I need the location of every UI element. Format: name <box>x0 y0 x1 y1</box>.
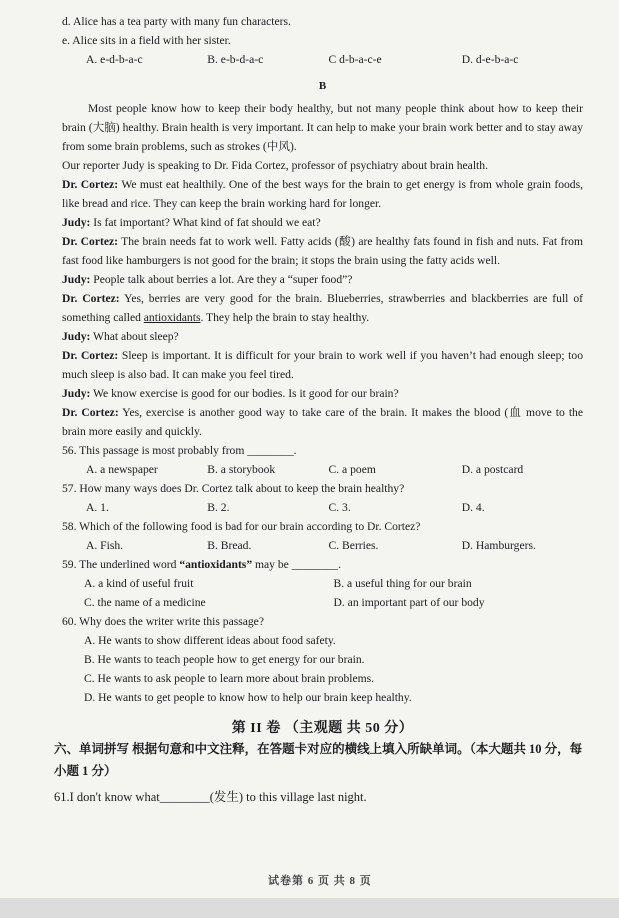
speaker: Dr. Cortez: <box>62 349 119 362</box>
sequence-line-e: e. Alice sits in a field with her sister. <box>62 34 231 47</box>
speech: Yes, berries are very good for the brain. Blueberries, strawberries and blackberries are full of something called <box>62 292 583 324</box>
stem-text: may be ________. <box>252 558 341 571</box>
option-c: C. He wants to ask people to learn more about brain problems. <box>84 672 375 685</box>
speaker: Dr. Cortez: <box>62 235 119 248</box>
option-b: B. 2. <box>207 501 230 514</box>
option-b: B. a useful thing for our brain <box>333 577 472 590</box>
prev-question-options <box>62 50 583 69</box>
option-b: B. a storybook <box>207 463 276 476</box>
question-59-stem <box>62 555 583 574</box>
option-a: A. Fish. <box>86 539 124 552</box>
option-d: D. Hamburgers. <box>461 539 536 552</box>
question-60-stem: 60. Why does the writer write this passage? <box>62 615 264 628</box>
speech: Is fat important? What kind of fat should we eat? <box>90 216 321 229</box>
section-b-title: B <box>318 80 327 92</box>
dialogue-line <box>62 346 583 384</box>
option-a: A. a kind of useful fruit <box>84 577 194 590</box>
page-footer: 试卷第 6 页 共 8 页 <box>268 875 372 887</box>
speech: The brain needs fat to work well. Fatty acids (酸) are healthy fats found in fish and nuts. Fat from fast food like hamburgers is not good for the brain; it stops the brain using the fatty acids well. <box>62 235 583 267</box>
speaker: Judy: <box>62 216 91 229</box>
dialogue-line <box>62 175 583 213</box>
question-61 <box>54 788 583 807</box>
q61-blank: ________ <box>159 790 210 804</box>
dialogue-line <box>62 403 583 441</box>
speech: We know exercise is good for our bodies. Is it good for our brain? <box>90 387 399 400</box>
option-a: A. a newspaper <box>86 463 158 476</box>
passage-intro: Most people know how to keep their body healthy, but not many people think about how to keep their brain (大脑) healthy. Brain health is very important. It can help to make your brain work better and to stay away from some brain problems, such as strokes (中风). <box>62 102 583 153</box>
stem-keyword: “antioxidants” <box>179 558 253 571</box>
dialogue-line <box>62 270 583 289</box>
option-b: B. e-b-d-a-c <box>207 53 264 66</box>
question-59-options-row1 <box>62 574 583 593</box>
question-57-options <box>62 498 583 517</box>
option-a: A. He wants to show different ideas about food safety. <box>84 634 336 647</box>
speech: . They help the brain to stay healthy. <box>200 311 370 324</box>
option-a: A. 1. <box>86 501 109 514</box>
option-d: D. 4. <box>461 501 485 514</box>
speaker: Judy: <box>62 387 91 400</box>
speech: What about sleep? <box>90 330 179 343</box>
option-c: C. 3. <box>328 501 351 514</box>
dialogue-line <box>62 289 583 327</box>
dialogue-line <box>62 384 583 403</box>
speech: Sleep is important. It is difficult for your brain to work well if you haven’t had enough sleep; too much sleep is also bad. It can make you feel tired. <box>62 349 583 381</box>
speaker: Dr. Cortez: <box>62 178 119 191</box>
speaker: Judy: <box>62 330 91 343</box>
option-c: C. the name of a medicine <box>84 596 206 609</box>
passage-reporter: Our reporter Judy is speaking to Dr. Fida Cortez, professor of psychiatry about brain health. <box>62 159 488 172</box>
dialogue-line <box>62 327 583 346</box>
option-d: D. d-e-b-a-c <box>461 53 519 66</box>
q61-text: 61.I don't know what <box>54 790 160 804</box>
speaker: Dr. Cortez: <box>62 406 119 419</box>
speech: People talk about berries a lot. Are they a “super food”? <box>90 273 353 286</box>
option-c: C. Berries. <box>328 539 379 552</box>
question-56-stem: 56. This passage is most probably from ________. <box>62 444 297 457</box>
question-58-stem: 58. Which of the following food is bad for our brain according to Dr. Cortez? <box>62 520 421 533</box>
option-c: C. a poem <box>328 463 376 476</box>
viewer-bottom-strip <box>0 898 619 918</box>
underlined-word: antioxidants <box>143 311 201 324</box>
part-two-title: 第 II 卷 （主观题 共 50 分） <box>231 721 414 736</box>
option-d: D. a postcard <box>461 463 524 476</box>
option-c: C d-b-a-c-e <box>328 53 382 66</box>
option-b: B. He wants to teach people how to get energy for our brain. <box>84 653 365 666</box>
question-56-options <box>62 460 583 479</box>
dialogue-line <box>62 213 583 232</box>
speaker: Judy: <box>62 273 91 286</box>
question-57-stem: 57. How many ways does Dr. Cortez talk about to keep the brain healthy? <box>62 482 405 495</box>
stem-text: 59. The underlined word <box>62 558 180 571</box>
option-a: A. e-d-b-a-c <box>86 53 143 66</box>
question-59-options-row2 <box>62 593 583 612</box>
speaker: Dr. Cortez: <box>62 292 120 305</box>
speech: Yes, exercise is another good way to take care of the brain. It makes the blood (血 move to the brain more easily and quickly. <box>62 406 583 438</box>
option-d: D. an important part of our body <box>333 596 485 609</box>
speech: We must eat healthily. One of the best ways for the brain to get energy is from whole grain foods, like bread and rice. They can keep the brain working hard for longer. <box>62 178 583 210</box>
q61-text: (发生) to this village last night. <box>209 790 367 804</box>
section-six-instructions: 六、单词拼写 根据句意和中文注释，在答题卡对应的横线上填入所缺单词。（本大题共 10 分，每小题 1 分） <box>54 742 583 778</box>
dialogue-line <box>62 232 583 270</box>
question-58-options <box>62 536 583 555</box>
sequence-line-d: d. Alice has a tea party with many fun characters. <box>62 15 291 28</box>
option-d: D. He wants to get people to know how to help our brain keep healthy. <box>84 691 412 704</box>
option-b: B. Bread. <box>207 539 252 552</box>
